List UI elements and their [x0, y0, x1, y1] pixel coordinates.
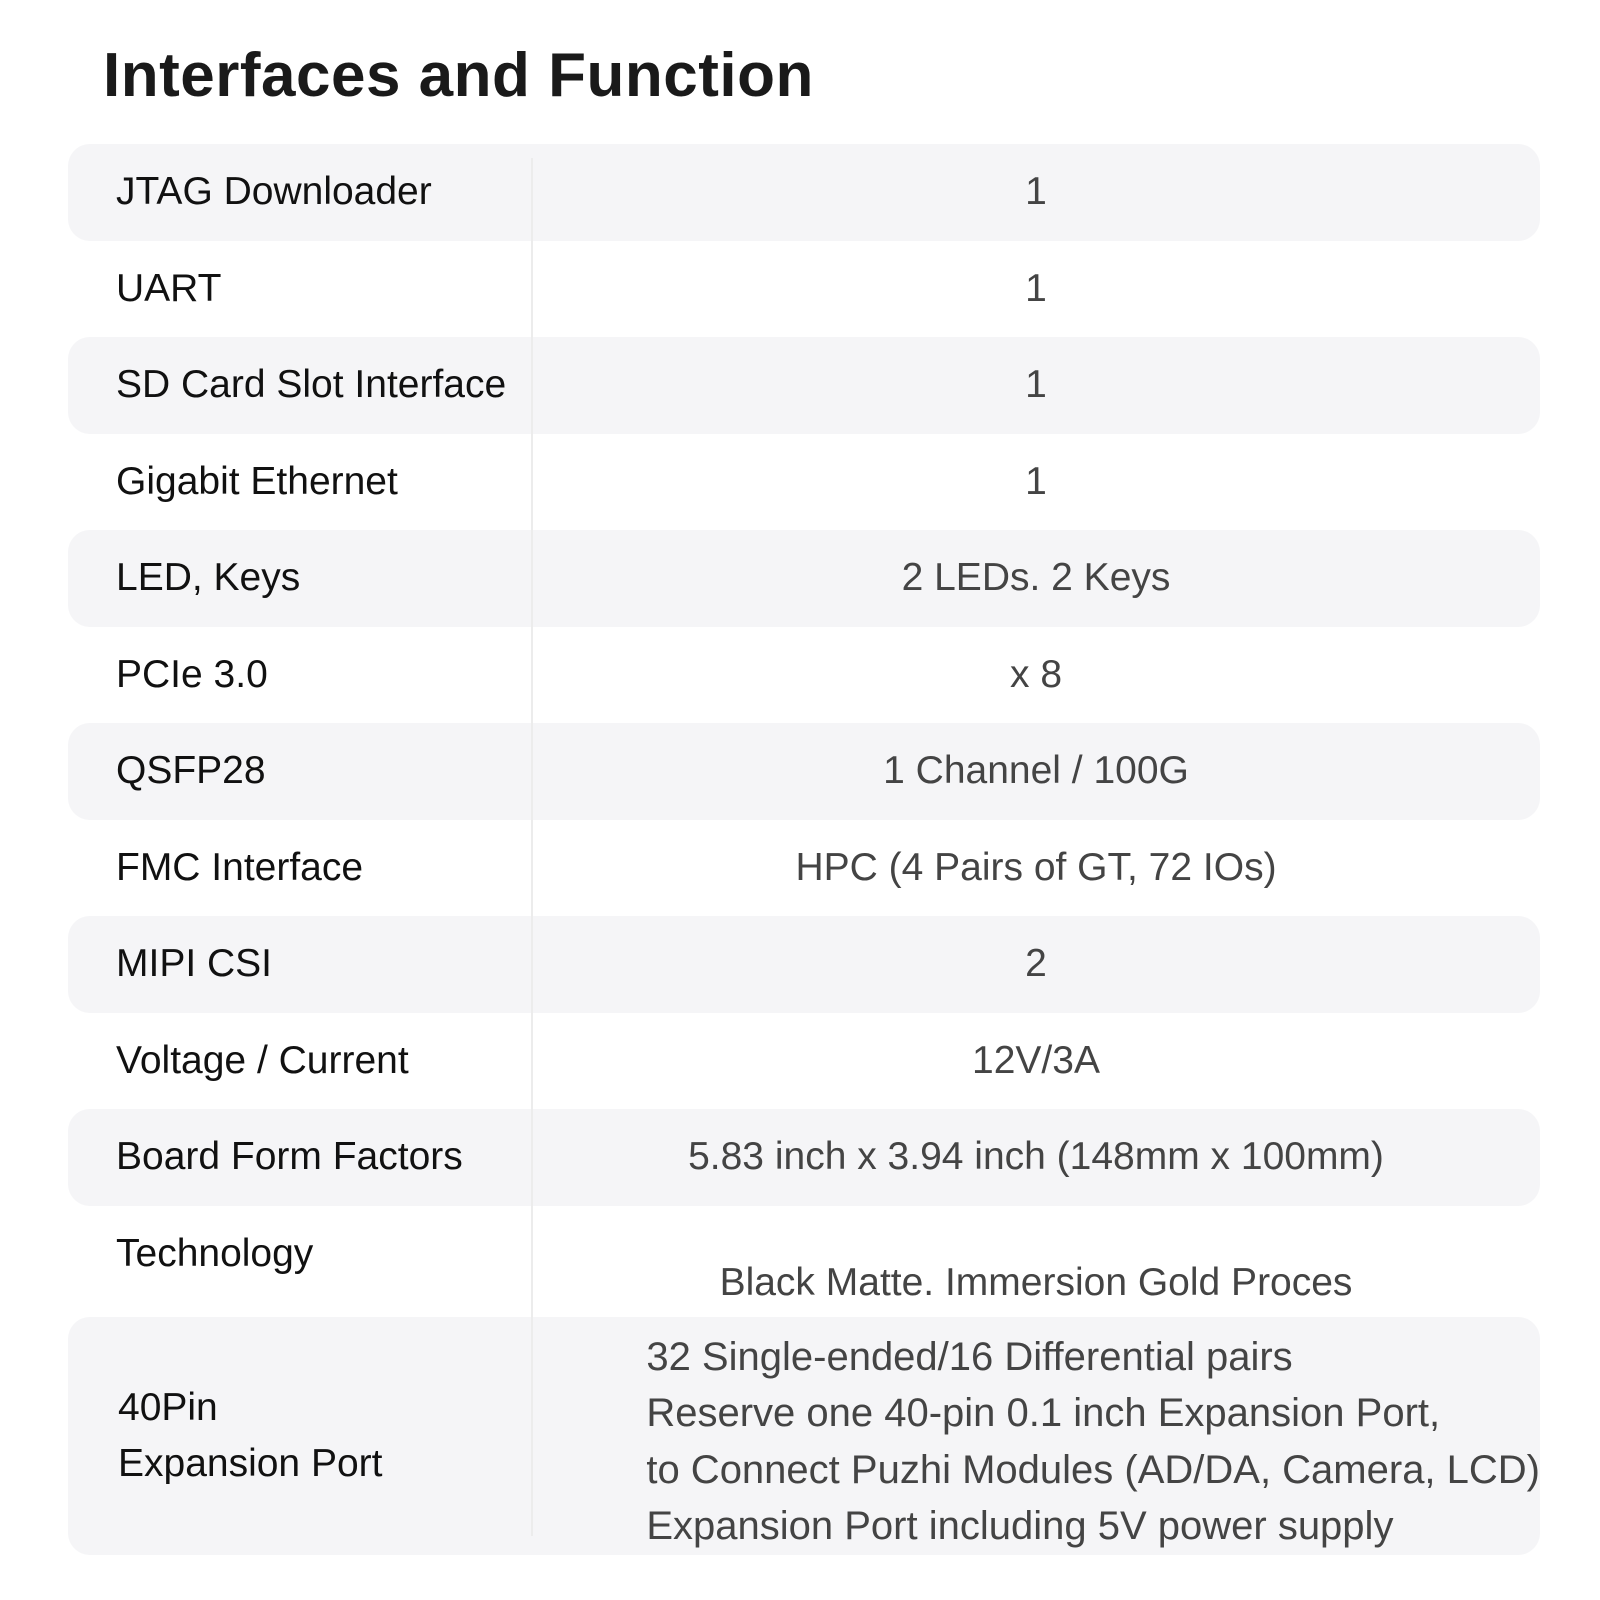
row-value: x 8	[1009, 652, 1063, 696]
page-title: Interfaces and Function	[103, 41, 814, 110]
value-line: 32 Single-ended/16 Differential pairs	[646, 1334, 1293, 1379]
row-value: 2 LEDs. 2 Keys	[901, 556, 1171, 600]
table-row	[68, 530, 1540, 627]
table-row	[68, 1206, 1540, 1317]
row-label: QSFP28	[116, 749, 266, 793]
table-row	[68, 1109, 1540, 1206]
spec-table	[68, 144, 1540, 1555]
row-label	[68, 1317, 506, 1555]
row-value: 1	[1025, 363, 1047, 407]
table-row	[68, 820, 1540, 917]
table-row	[68, 723, 1540, 820]
column-divider	[531, 158, 533, 1536]
row-label: Voltage / Current	[116, 1038, 409, 1082]
row-value: 1 Channel / 100G	[883, 749, 1189, 793]
table-row	[68, 144, 1540, 241]
row-label: SD Card Slot Interface	[116, 363, 507, 407]
table-row	[68, 916, 1540, 1013]
row-value: 5.83 inch x 3.94 inch (148mm x 100mm)	[688, 1135, 1384, 1179]
value-line: to Connect Puzhi Modules (AD/DA, Camera, LCD)	[646, 1447, 1540, 1492]
table-row	[68, 337, 1540, 434]
row-value: 1	[1025, 459, 1047, 503]
row-value: HPC (4 Pairs of GT, 72 IOs)	[795, 845, 1277, 889]
row-value	[506, 1317, 1540, 1555]
row-value: 2	[1025, 942, 1047, 986]
row-label: FMC Interface	[116, 845, 364, 889]
row-label: Board Form Factors	[116, 1135, 463, 1179]
label-line: Expansion Port	[118, 1441, 383, 1485]
table-row	[68, 627, 1540, 724]
table-row	[68, 241, 1540, 338]
row-label: PCIe 3.0	[116, 652, 268, 696]
row-label: LED, Keys	[116, 556, 301, 600]
row-value: 1	[1025, 170, 1047, 214]
table-row	[68, 434, 1540, 531]
row-label: MIPI CSI	[116, 942, 273, 986]
table-row	[68, 1013, 1540, 1110]
row-value: 1	[1025, 266, 1047, 310]
row-label: Technology	[116, 1231, 314, 1275]
row-label: JTAG Downloader	[116, 170, 432, 214]
row-value: 12V/3A	[972, 1038, 1100, 1082]
row-label: UART	[116, 266, 222, 310]
label-line: 40Pin	[118, 1385, 218, 1429]
value-line: Expansion Port including 5V power supply	[646, 1504, 1394, 1548]
table-row-expansion-port	[68, 1317, 1540, 1555]
row-value: Black Matte. Immersion Gold Proces	[719, 1260, 1353, 1304]
row-label: Gigabit Ethernet	[116, 459, 398, 503]
value-line: Reserve one 40-pin 0.1 inch Expansion Port,	[646, 1391, 1441, 1435]
